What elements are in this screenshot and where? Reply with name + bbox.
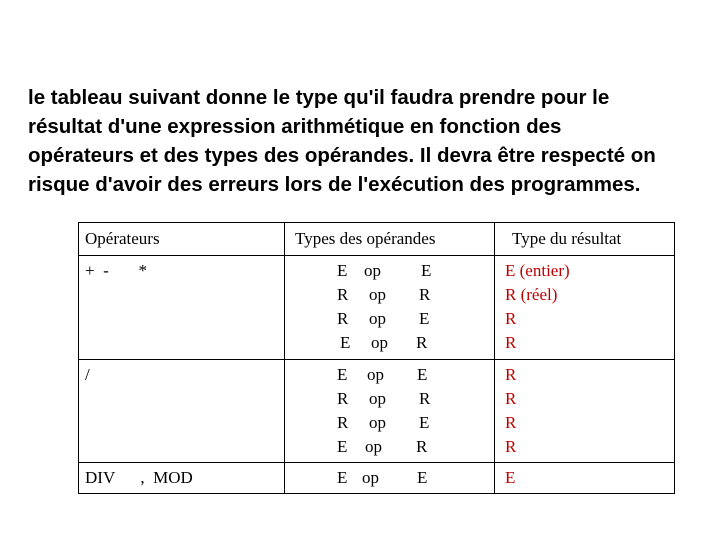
result-value: R <box>505 333 517 352</box>
operand-op: op <box>362 468 379 487</box>
table-header-row <box>79 223 675 256</box>
operand-op: op <box>371 333 388 352</box>
result-value: R <box>505 389 517 408</box>
operand-right: E <box>417 365 428 384</box>
result-value: R <box>505 437 517 456</box>
operand-op: op <box>369 285 386 304</box>
header-operators: Opérateurs <box>79 223 285 256</box>
operand-left: E <box>337 468 348 487</box>
operand-left: E <box>337 437 348 456</box>
operand-right: R <box>419 285 431 304</box>
operators-cell: + - * <box>85 261 147 280</box>
operator-type-table <box>78 222 675 494</box>
table-row <box>79 360 675 463</box>
operand-op: op <box>369 389 386 408</box>
operators-cell: / <box>85 365 90 384</box>
operand-left: R <box>337 285 349 304</box>
operand-right: E <box>419 413 430 432</box>
result-value: R <box>505 309 517 328</box>
result-value: E <box>505 468 516 487</box>
operand-right: E <box>421 261 432 280</box>
result-value: R <box>505 413 517 432</box>
result-value: E (entier) <box>505 261 570 280</box>
operand-right: R <box>416 437 428 456</box>
operand-left: R <box>337 413 349 432</box>
operand-right: R <box>416 333 428 352</box>
operand-right: E <box>419 309 430 328</box>
operand-left: R <box>337 389 349 408</box>
intro-line-3: opérateurs et des types des opérandes. Il devra être respecté on <box>28 144 656 167</box>
table-row <box>79 463 675 494</box>
intro-paragraph <box>28 83 698 199</box>
operand-left: E <box>337 261 348 280</box>
table-row <box>79 256 675 360</box>
intro-line-2: résultat d'une expression arithmétique en fonction des <box>28 115 562 138</box>
header-result-type: Type du résultat <box>495 223 675 256</box>
operand-op: op <box>369 309 386 328</box>
result-value: R (réel) <box>505 285 558 304</box>
result-value: R <box>505 365 517 384</box>
operand-left: E <box>340 333 351 352</box>
operand-op: op <box>369 413 386 432</box>
operand-op: op <box>365 437 382 456</box>
operand-op: op <box>367 365 384 384</box>
operators-cell: DIV , MOD <box>85 468 193 487</box>
operand-left: R <box>337 309 349 328</box>
operand-op: op <box>364 261 381 280</box>
operand-left: E <box>337 365 348 384</box>
intro-line-4: risque d'avoir des erreurs lors de l'exécution des programmes. <box>28 173 641 196</box>
intro-line-1: le tableau suivant donne le type qu'il faudra prendre pour le <box>28 86 610 109</box>
operand-right: R <box>419 389 431 408</box>
operand-right: E <box>417 468 428 487</box>
header-operand-types: Types des opérandes <box>285 223 495 256</box>
